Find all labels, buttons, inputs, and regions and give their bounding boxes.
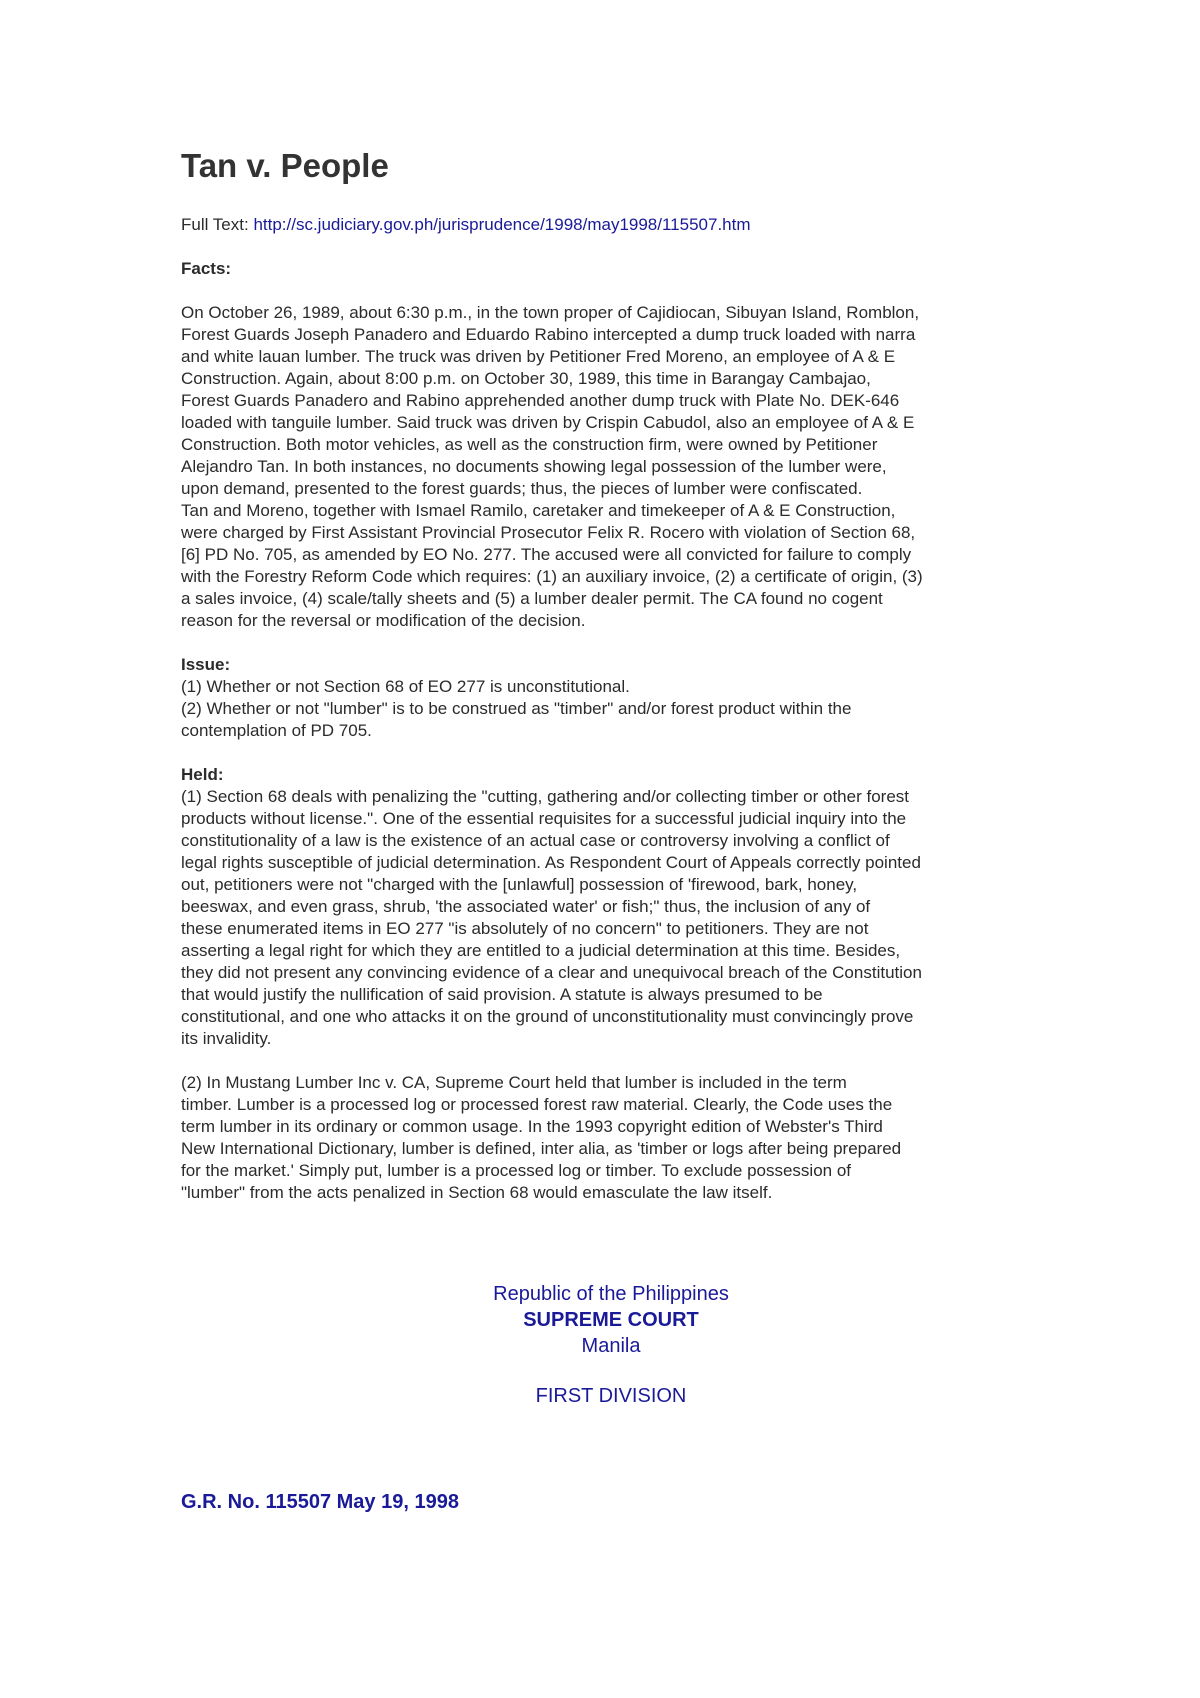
held-paragraph-1 [181,786,1041,1050]
text-line: New International Dictionary, lumber is defined, inter alia, as 'timber or logs after being prepared [181,1139,902,1158]
full-text-label: Full Text: [181,215,254,234]
facts-heading: Facts: [181,259,232,278]
text-line: out, petitioners were not "charged with the [unlawful] possession of 'firewood, bark, honey, [181,875,858,894]
page-title: Tan v. People [181,147,389,184]
text-line: Forest Guards Joseph Panadero and Eduardo Rabino intercepted a dump truck loaded with narra [181,325,916,344]
text-line: asserting a legal right for which they are entitled to a judicial determination at this time. Besides, [181,941,901,960]
text-line: for the market.' Simply put, lumber is a processed log or timber. To exclude possession of [181,1161,852,1180]
full-text-line [181,214,1041,236]
text-line: (1) Whether or not Section 68 of EO 277 is unconstitutional. [181,677,630,696]
text-line: these enumerated items in EO 277 "is absolutely of no concern" to petitioners. They are not [181,919,869,938]
text-line: legal rights susceptible of judicial determination. As Respondent Court of Appeals correctly pointed [181,853,921,872]
text-line: a sales invoice, (4) scale/tally sheets and (5) a lumber dealer permit. The CA found no cogent [181,589,883,608]
text-line: Alejandro Tan. In both instances, no documents showing legal possession of the lumber were, [181,457,887,476]
text-line: [6] PD No. 705, as amended by EO No. 277. The accused were all convicted for failure to comply [181,545,912,564]
held-heading: Held: [181,765,224,784]
text-line: "lumber" from the acts penalized in Section 68 would emasculate the law itself. [181,1183,773,1202]
text-line: term lumber in its ordinary or common usage. In the 1993 copyright edition of Webster's Third [181,1117,883,1136]
text-line: (2) Whether or not "lumber" is to be construed as "timber" and/or forest product within the [181,699,852,718]
text-line: Forest Guards Panadero and Rabino apprehended another dump truck with Plate No. DEK-646 [181,391,900,410]
text-line: On October 26, 1989, about 6:30 p.m., in the town proper of Cajidiocan, Sibuyan Island, Romblon, [181,303,920,322]
text-line: Construction. Again, about 8:00 p.m. on October 30, 1989, this time in Barangay Cambajao, [181,369,871,388]
issue-paragraph [181,676,1041,742]
text-line: upon demand, presented to the forest guards; thus, the pieces of lumber were confiscated. [181,479,863,498]
text-line: reason for the reversal or modification of the decision. [181,611,586,630]
text-line: that would justify the nullification of said provision. A statute is always presumed to be [181,985,823,1004]
text-line: constitutionality of a law is the existence of an actual case or controversy involving a conflict of [181,831,890,850]
city-label: Manila [581,1335,641,1357]
document-body [181,140,1041,1204]
text-line: loaded with tanguile lumber. Said truck was driven by Crispin Cabudol, also an employee of A & E [181,413,915,432]
republic-label: Republic of the Philippines [493,1283,729,1305]
facts-paragraph [181,302,1041,632]
text-line: they did not present any convincing evidence of a clear and unequivocal breach of the Constitution [181,963,922,982]
text-line: products without license.". One of the essential requisites for a successful judicial inquiry into the [181,809,907,828]
text-line: Tan and Moreno, together with Ismael Ramilo, caretaker and timekeeper of A & E Construction, [181,501,896,520]
full-text-link[interactable]: http://sc.judiciary.gov.ph/jurisprudence/1998/may1998/115507.htm [253,215,751,234]
text-line: with the Forestry Reform Code which requires: (1) an auxiliary invoice, (2) a certificate of origin, (3) [181,567,923,586]
text-line: (2) In Mustang Lumber Inc v. CA, Supreme Court held that lumber is included in the term [181,1073,847,1092]
court-label: SUPREME COURT [523,1309,699,1331]
text-line: were charged by First Assistant Provincial Prosecutor Felix R. Rocero with violation of Section 68, [181,523,916,542]
text-line: constitutional, and one who attacks it on the ground of unconstitutionality must convincingly prove [181,1007,914,1026]
text-line: timber. Lumber is a processed log or processed forest raw material. Clearly, the Code uses the [181,1095,893,1114]
text-line: beeswax, and even grass, shrub, 'the associated water' or fish;" thus, the inclusion of any of [181,897,871,916]
text-line: and white lauan lumber. The truck was driven by Petitioner Fred Moreno, an employee of A & E [181,347,896,366]
held-paragraph-2 [181,1072,1041,1204]
case-number: G.R. No. 115507 May 19, 1998 [181,1491,459,1513]
text-line: contemplation of PD 705. [181,721,372,740]
division-label: FIRST DIVISION [535,1385,687,1407]
issue-heading: Issue: [181,655,231,674]
text-line: its invalidity. [181,1029,272,1048]
text-line: Construction. Both motor vehicles, as well as the construction firm, were owned by Petitioner [181,435,878,454]
text-line: (1) Section 68 deals with penalizing the "cutting, gathering and/or collecting timber or other forest [181,787,909,806]
